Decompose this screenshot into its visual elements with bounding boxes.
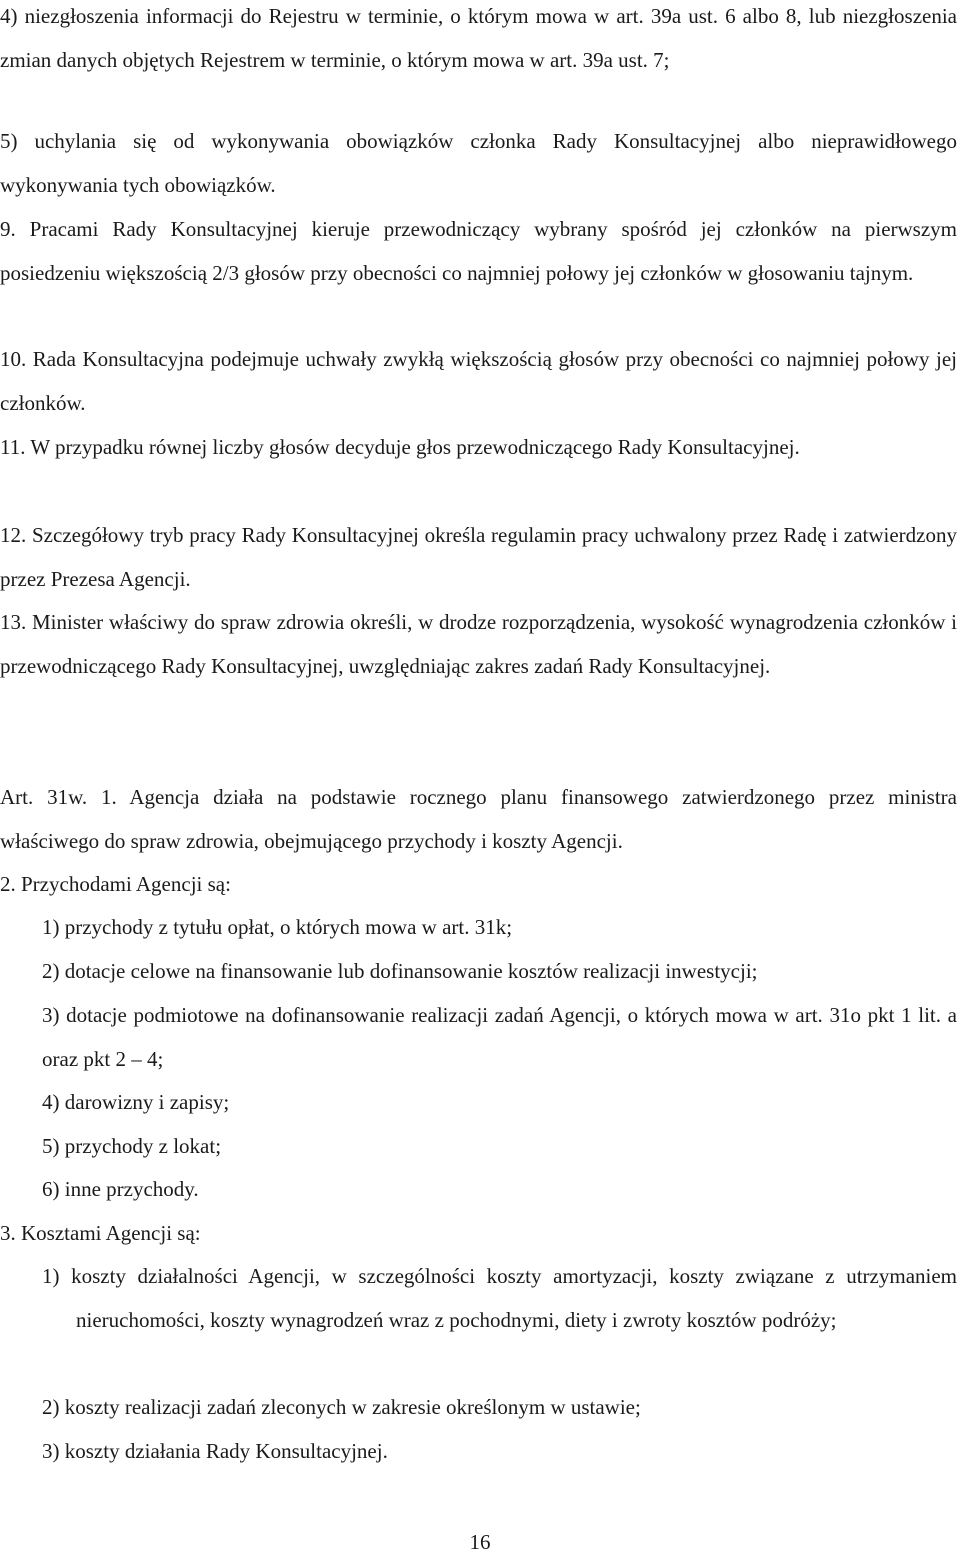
paragraph-12: 12. Szczegółowy tryb pracy Rady Konsultacyjnej określa regulamin pracy uchwalony przez Radę i zatwierdzony przez Prezesa Agencji. [0, 523, 957, 591]
income-item-4: 4) darowizny i zapisy; [42, 1090, 230, 1114]
cost-item-1: 1) koszty działalności Agencji, w szczególności koszty amortyzacji, koszty związane z utrzymaniem nieruchomości, koszty wynagrodzeń wraz z pochodnymi, diety i zwroty kosztów podróży; [42, 1264, 957, 1332]
article-31w-paragraph-2: 2. Przychodami Agencji są: [0, 872, 231, 896]
article-31w-paragraph-1: Art. 31w. 1. Agencja działa na podstawie rocznego planu finansowego zatwierdzonego przez ministra właściwego do spraw zdrowia, obejmującego przychody i koszty Agencji. [0, 785, 957, 853]
paragraph-13: 13. Minister właściwy do spraw zdrowia określi, w drodze rozporządzenia, wysokość wynagrodzenia członków i przewodniczącego Rady Konsultacyjnej, uwzględniając zakres zadań Rady Konsultacyjnej. [0, 610, 957, 678]
income-item-5: 5) przychody z lokat; [42, 1134, 222, 1158]
paragraph-item-5: 5) uchylania się od wykonywania obowiązków członka Rady Konsultacyjnej albo nieprawidłowego wykonywania tych obowiązków. [0, 129, 957, 197]
paragraph-11: 11. W przypadku równej liczby głosów decyduje głos przewodniczącego Rady Konsultacyjnej. [0, 435, 800, 459]
page-number: 16 [469, 1530, 491, 1554]
paragraph-9: 9. Pracami Rady Konsultacyjnej kieruje przewodniczący wybrany spośród jej członków na pierwszym posiedzeniu większością 2/3 głosów przy obecności co najmniej połowy jej członków w głosowaniu tajnym. [0, 217, 957, 285]
income-item-6: 6) inne przychody. [42, 1177, 199, 1201]
paragraph-10: 10. Rada Konsultacyjna podejmuje uchwały zwykłą większością głosów przy obecności co najmniej połowy jej członków. [0, 347, 957, 415]
income-item-2: 2) dotacje celowe na finansowanie lub dofinansowanie kosztów realizacji inwestycji; [42, 959, 758, 983]
cost-item-2: 2) koszty realizacji zadań zleconych w zakresie określonym w ustawie; [42, 1395, 641, 1419]
income-item-1: 1) przychody z tytułu opłat, o których mowa w art. 31k; [42, 915, 513, 939]
paragraph-item-4: 4) niezgłoszenia informacji do Rejestru w terminie, o którym mowa w art. 39a ust. 6 albo 8, lub niezgłoszenia zmian danych objętych Rejestrem w terminie, o którym mowa w art. 39a ust. 7; [0, 4, 957, 72]
article-31w-paragraph-3: 3. Kosztami Agencji są: [0, 1221, 201, 1245]
cost-item-3: 3) koszty działania Rady Konsultacyjnej. [42, 1439, 388, 1463]
income-item-3: 3) dotacje podmiotowe na dofinansowanie realizacji zadań Agencji, o których mowa w art. 31o pkt 1 lit. a oraz pkt 2 – 4; [42, 1003, 957, 1071]
